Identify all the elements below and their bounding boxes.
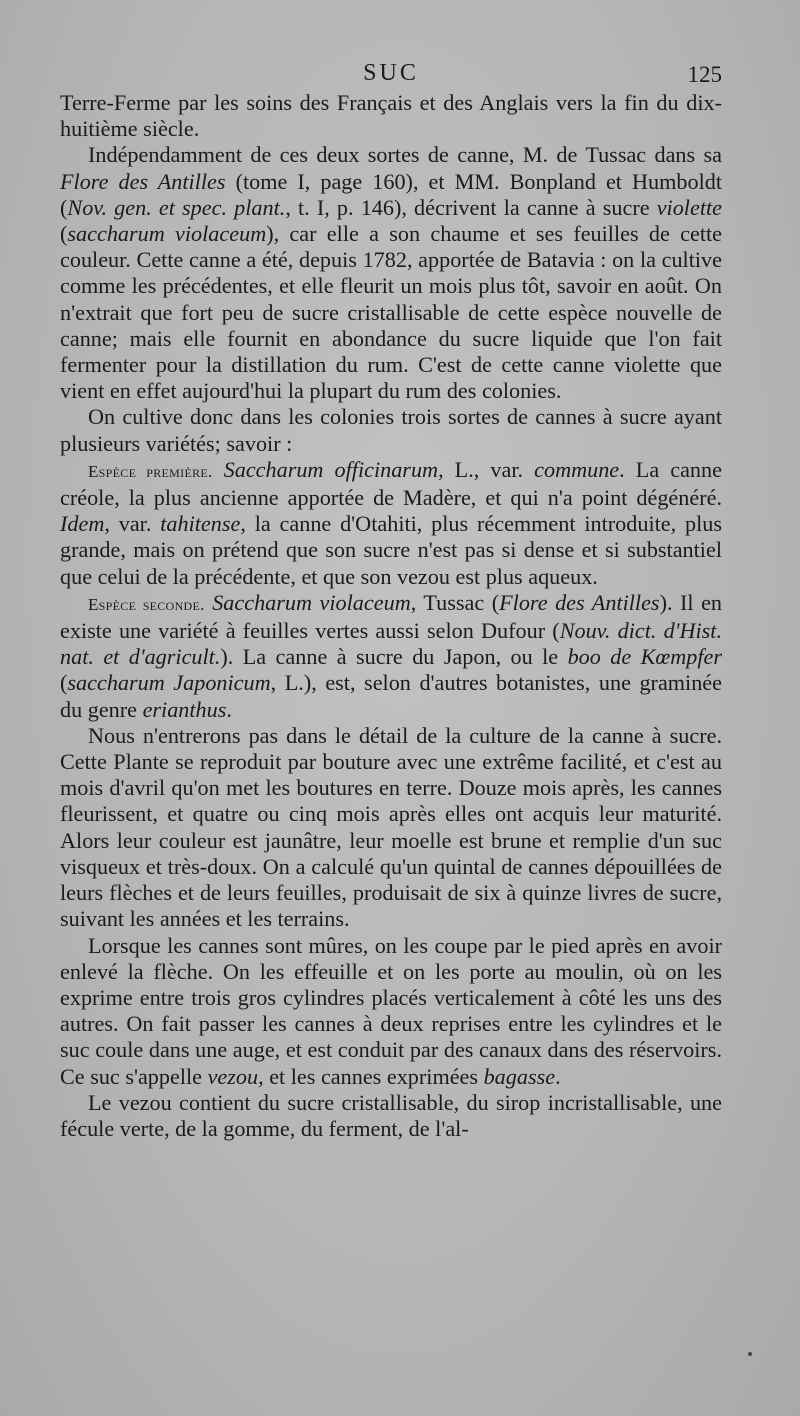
- paragraph-5-text: , L.), est, selon d'autres botanistes, une graminée du genre: [60, 670, 722, 722]
- page-header: [60, 60, 722, 92]
- paragraph-2-text: (tome I, page 160), et MM. Bonpland et Humboldt (: [60, 168, 722, 220]
- variety-name: commune: [534, 456, 620, 482]
- paragraph-3: [60, 404, 722, 456]
- paragraph-2-text: ), car elle a son chaume et ses feuilles de cette couleur. Cette canne a été, depuis 1782, apportée de Batavia : on la cultive comme les précédentes, et elle fleurit un mois plus tôt, savoir en août. On n'extrait que fort peu de sucre cristallisable de cette espèce nouvelle de canne; mais elle fournit en abondance du sucre liquide que l'on fait fermenter pour la distillation du rum. C'est de cette canne violette que vient en effet aujourd'hui la plupart du rum des colonies.: [60, 221, 722, 404]
- book-title-nov-gen: Nov. gen. et spec. plant.: [67, 194, 286, 220]
- running-head: SUC: [363, 60, 419, 86]
- paragraph-5-text: , Tussac (: [410, 589, 500, 615]
- paragraph-5-text: ). La canne à sucre du Japon, ou le: [220, 644, 568, 670]
- book-title-dict: Nouv. dict. d'Hist. nat. et d'agricult.: [60, 618, 722, 670]
- paragraph-5-text: (: [60, 670, 68, 696]
- paragraph-7-text: .: [555, 1063, 561, 1089]
- species-name: Saccharum officinarum: [212, 456, 439, 482]
- paragraph-1: [60, 90, 722, 142]
- paragraph-2-text: (: [60, 221, 68, 247]
- variety-name: tahitense: [160, 511, 241, 537]
- italic-term: boo de Kœmpfer: [567, 644, 722, 670]
- paragraph-4: [60, 457, 722, 590]
- page-number: 125: [687, 62, 722, 87]
- book-title-flore: Flore des Antilles: [60, 168, 226, 194]
- paragraph-2-text: , t. I, p. 146), décrivent la canne à sucre: [285, 194, 657, 220]
- species-name: saccharum Japonicum: [67, 670, 271, 696]
- paragraph-3-text: On cultive donc dans les colonies trois sortes de cannes à sucre ayant plusieurs variétés; savoir :: [60, 404, 722, 456]
- italic-term: bagasse: [483, 1063, 556, 1089]
- paragraph-6: [60, 723, 722, 933]
- paragraph-4-text: , var.: [104, 511, 161, 537]
- italic-term: violette: [656, 194, 722, 220]
- paragraph-7-text: Lorsque les cannes sont mûres, on les coupe par le pied après en avoir enlevé la flèche. On les effeuille et on les porte au moulin, où on les exprime entre trois gros cylindres placés verticalement à côté les uns des autres. On fait passer les cannes à deux reprises entre les cylindres et le suc coule dans une auge, et est conduit par des canaux dans des réservoirs. Ce suc s'appelle: [60, 932, 722, 1089]
- ink-speck: [748, 1352, 752, 1356]
- paragraph-2-text: Indépendamment de ces deux sortes de canne, M. de Tussac dans sa: [88, 142, 722, 168]
- paragraph-5-text: .: [226, 696, 232, 722]
- section-label-first: Espèce première.: [88, 461, 213, 481]
- paragraph-1-text: Terre-Ferme par les soins des Français et des Anglais vers la fin du dix-huitième siècle.: [60, 90, 722, 142]
- italic-term: Idem: [60, 511, 105, 537]
- species-name: saccharum violaceum: [67, 221, 267, 247]
- paragraph-2: [60, 142, 722, 404]
- section-label-second: Espèce seconde.: [88, 594, 205, 614]
- italic-term: vezou: [207, 1063, 259, 1089]
- paragraph-6-text: Nous n'entrerons pas dans le détail de la culture de la canne à sucre. Cette Plante se reproduit par bouture avec une extrême facilité, et c'est au mois d'avril qu'on met les boutures en terre. Douze mois après, les cannes fleurissent, et quatre ou cinq mois après elles ont acquis leur maturité. Alors leur couleur est jaunâtre, leur moelle est brune et remplie d'un suc visqueux et très-doux. On a calculé qu'un quintal de cannes dépouillées de leurs flèches et de leurs feuilles, produisait de six à quinze livres de sucre, suivant les années et les terrains.: [60, 722, 722, 932]
- paragraph-4-text: , L., var.: [438, 456, 535, 482]
- paragraph-4-text: , la canne d'Otahiti, plus récemment introduite, plus grande, mais on prétend que son sucre n'est pas si dense et si substantiel que celui de la précédente, et que son vezou est plus aqueux.: [60, 511, 722, 589]
- species-name: Saccharum violaceum: [204, 589, 411, 615]
- book-title-flore: Flore des Antilles: [499, 589, 660, 615]
- paragraph-5: [60, 590, 722, 723]
- paragraph-4-text: . La canne créole, la plus ancienne apportée de Madère, et qui n'a point dégénéré.: [60, 456, 722, 511]
- paragraph-8: [60, 1090, 722, 1142]
- paragraph-8-text: Le vezou contient du sucre cristallisable, du sirop incristallisable, une fécule verte, de la gomme, du ferment, de l'al-: [60, 1089, 722, 1141]
- paragraph-7-text: , et les cannes exprimées: [258, 1063, 484, 1089]
- body-text: [60, 90, 722, 1142]
- genus-name: erianthus: [142, 696, 227, 722]
- paragraph-5-text: ). Il en existe une variété à feuilles vertes aussi selon Dufour (: [60, 589, 723, 644]
- paragraph-7: [60, 933, 722, 1090]
